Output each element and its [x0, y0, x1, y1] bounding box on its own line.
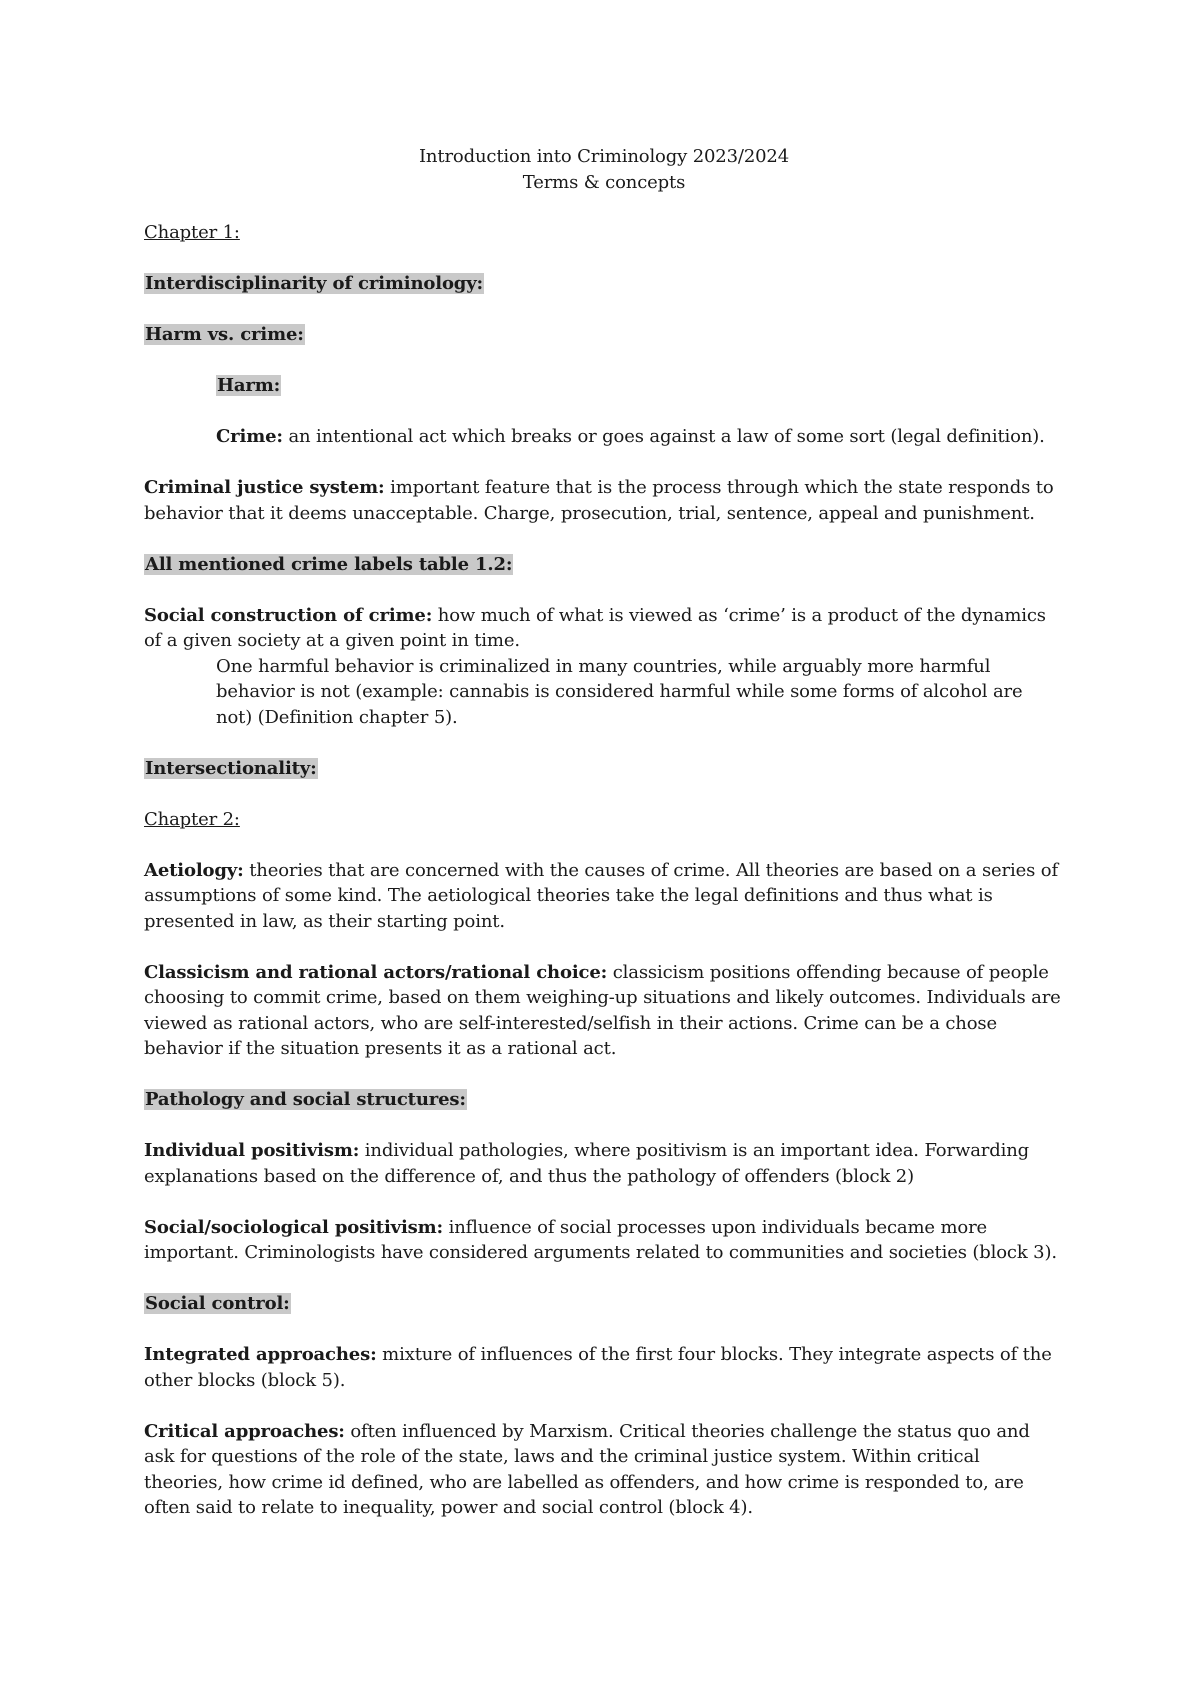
crime-term: Crime:: [216, 426, 283, 447]
crime-definition: an intentional act which breaks or goes against a law of some sort (legal definition).: [282, 426, 1045, 447]
cjs-term: Criminal justice system:: [144, 477, 385, 498]
critical-paragraph: [144, 1419, 1064, 1521]
social-positivism-term: Social/sociological positivism:: [144, 1216, 444, 1238]
critical-definition: often influenced by Marxism. Critical theories challenge the status quo and ask for questions of the role of the state, laws and the criminal justice system. Within critical theories, how crime id defined, who are labelled as offenders, and how crime is responded to, are often said to relate to inequality, power and social control (block 4).: [144, 1420, 1030, 1518]
social-construction-paragraph: [144, 603, 1064, 654]
heading-crime-labels: All mentioned crime labels table 1.2:: [145, 553, 513, 575]
aetiology-definition: theories that are concerned with the causes of crime. All theories are based on a series of assumptions of some kind. The aetiological theories take the legal definitions and thus what is presented in law, as their starting point.: [144, 859, 1058, 932]
document-title: Introduction into Criminology 2023/2024: [418, 146, 790, 167]
aetiology-paragraph: [144, 858, 1064, 935]
social-construction-example: One harmful behavior is criminalized in many countries, while arguably more harmful behavior is not (example: cannabis is considered harmful while some forms of alcohol are not) (Definition chapter 5).: [216, 655, 1023, 728]
heading-pathology: Pathology and social structures:: [145, 1089, 466, 1110]
cjs-paragraph: [144, 475, 1064, 526]
document-page: [144, 144, 1064, 1546]
integrated-definition: mixture of influences of the first four blocks. They integrate aspects of the other blocks (block 5).: [144, 1344, 1052, 1391]
individual-positivism-definition: individual pathologies, where positivism is an important idea. Forwarding explanations based on the difference of, and thus the pathology of offenders (block 2): [144, 1140, 1030, 1187]
classicism-term: Classicism and rational actors/rational choice:: [144, 961, 608, 983]
title-block: [144, 144, 1064, 195]
heading-intersectionality: Intersectionality:: [145, 757, 317, 779]
social-positivism-definition: influence of social processes upon individuals became more important. Criminologists have considered arguments related to communities and societies (block 3).: [144, 1216, 1057, 1263]
individual-positivism-paragraph: [144, 1138, 1064, 1189]
social-construction-definition: how much of what is viewed as ‘crime’ is a product of the dynamics of a given society at a given point in time.: [144, 604, 1046, 651]
heading-interdisciplinarity: Interdisciplinarity of criminology:: [145, 273, 484, 294]
heading-social-control: Social control:: [145, 1293, 290, 1314]
heading-harm: Harm:: [217, 375, 281, 396]
cjs-definition: important feature that is the process through which the state responds to behavior that it deems unacceptable. Charge, prosecution, trial, sentence, appeal and punishment.: [144, 477, 1054, 524]
social-construction-term: Social construction of crime:: [144, 604, 433, 626]
chapter-2-heading: Chapter 2:: [144, 808, 240, 830]
crime-paragraph: [144, 424, 1064, 450]
aetiology-term: Aetiology:: [144, 859, 244, 881]
chapter-1-heading: Chapter 1:: [144, 222, 240, 243]
heading-harm-vs-crime: Harm vs. crime:: [145, 324, 304, 345]
document-subtitle: Terms & concepts: [522, 171, 686, 193]
integrated-term: Integrated approaches:: [144, 1344, 377, 1365]
classicism-paragraph: [144, 960, 1064, 1062]
classicism-definition: classicism positions offending because of people choosing to commit crime, based on them weighing-up situations and likely outcomes. Individuals are viewed as rational actors, who are self-interested/selfish in their actions. Crime can be a chose behavior if the situation presents it as a rational act.: [144, 961, 1061, 1059]
individual-positivism-term: Individual positivism:: [144, 1140, 360, 1161]
critical-term: Critical approaches:: [144, 1420, 345, 1442]
social-positivism-paragraph: [144, 1215, 1064, 1266]
integrated-paragraph: [144, 1342, 1064, 1393]
